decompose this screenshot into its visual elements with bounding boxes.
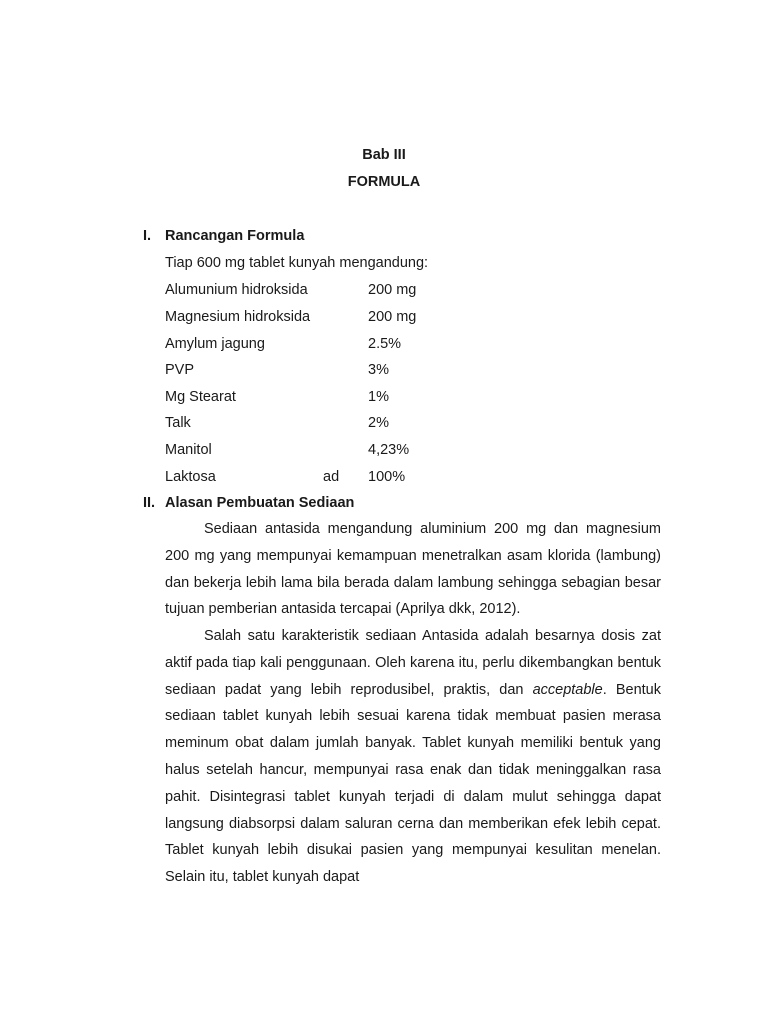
section2-number: II. bbox=[143, 495, 156, 511]
chapter-title: FORMULA bbox=[347, 174, 421, 190]
ingredient-note: ad bbox=[323, 469, 340, 485]
ingredient-amount: 100% bbox=[368, 469, 406, 485]
ingredient-row bbox=[165, 469, 685, 489]
ingredient-amount: 2% bbox=[368, 415, 389, 431]
paragraph-2-text-continued: . Bentuk sediaan tablet kunyah lebih sesuai karena tidak membuat pasien merasa meminum obat dalam jumlah banyak. Tablet kunyah memiliki bentuk yang halus setelah hancur, mempunyai rasa enak dan tidak meninggalkan rasa pahit. Disintegrasi tablet kunyah terjadi di dalam mulut sehingga dapat langsung diabsorpsi dalam saluran cerna dan memberikan efek lebih cepat. Tablet kunyah lebih disukai pasien yang mempunyai kesulitan menelan. Selain itu, tablet kunyah dapat bbox=[165, 681, 661, 886]
paragraph-2 bbox=[165, 623, 661, 891]
ingredient-row bbox=[165, 389, 685, 409]
chapter-number: Bab III bbox=[362, 147, 406, 163]
ingredient-name: Laktosa bbox=[165, 469, 216, 485]
ingredient-name: Magnesium hidroksida bbox=[165, 309, 311, 325]
ingredient-name: Manitol bbox=[165, 442, 212, 458]
ingredient-row bbox=[165, 282, 685, 302]
ingredient-row bbox=[165, 362, 685, 382]
formula-intro: Tiap 600 mg tablet kunyah mengandung: bbox=[165, 255, 429, 271]
paragraph-1: Sediaan antasida mengandung aluminium 200 mg dan magnesium 200 mg yang mempunyai kemampuan menetralkan asam klorida (lambung) dan bekerja lebih lama bila berada dalam lambung sehingga sebagian besar tujuan pemberian antasida tercapai (Aprilya dkk, 2012). bbox=[165, 521, 661, 618]
ingredient-name: Amylum jagung bbox=[165, 336, 265, 352]
section1-number: I. bbox=[143, 228, 152, 244]
ingredient-amount: 1% bbox=[368, 389, 389, 405]
ingredient-name: Alumunium hidroksida bbox=[165, 282, 308, 298]
ingredient-amount: 200 mg bbox=[368, 309, 417, 325]
ingredient-name: PVP bbox=[165, 362, 195, 378]
ingredient-amount: 4,23% bbox=[368, 442, 410, 458]
ingredient-row bbox=[165, 415, 685, 435]
ingredient-row bbox=[165, 442, 685, 462]
section2-title: Alasan Pembuatan Sediaan bbox=[165, 495, 355, 511]
section1-title: Rancangan Formula bbox=[165, 228, 305, 244]
paragraph-2-italic-term: acceptable bbox=[532, 681, 603, 698]
ingredient-amount: 3% bbox=[368, 362, 389, 378]
ingredient-row bbox=[165, 336, 685, 356]
ingredient-name: Mg Stearat bbox=[165, 389, 236, 405]
ingredient-amount: 2.5% bbox=[368, 336, 402, 352]
ingredient-name: Talk bbox=[165, 415, 191, 431]
ingredient-amount: 200 mg bbox=[368, 282, 417, 298]
ingredient-row bbox=[165, 309, 685, 329]
paragraph-2-text: Salah satu karakteristik sediaan Antasida adalah besarnya dosis zat aktif pada tiap kali penggunaan. Oleh karena itu, perlu dikembangkan bentuk sediaan padat yang lebih reprodusibel, praktis, dan bbox=[165, 628, 661, 698]
